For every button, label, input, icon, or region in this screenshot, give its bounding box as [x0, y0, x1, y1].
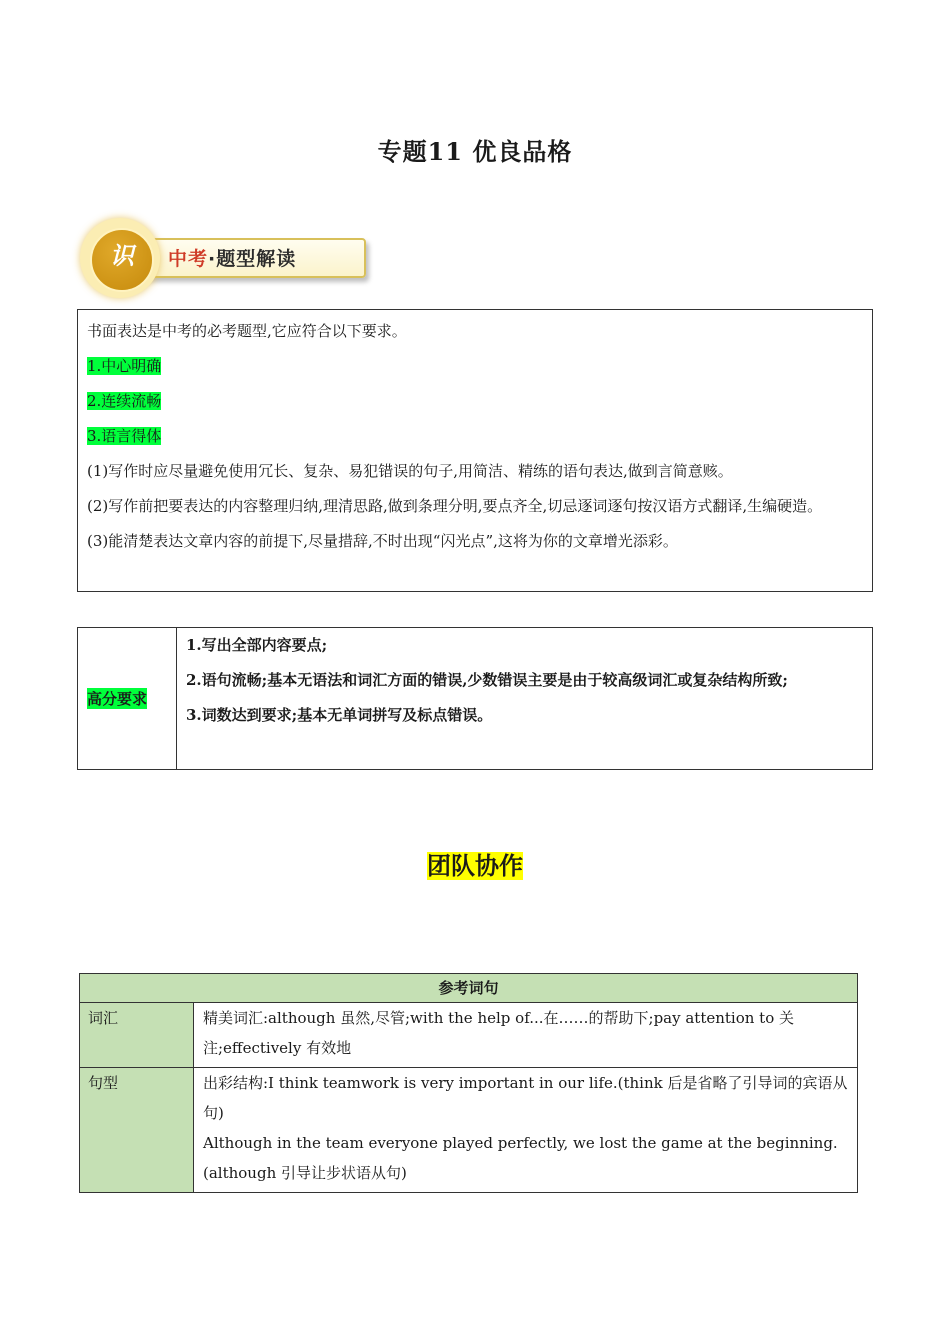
sentence-line-1: 出彩结构:I think teamwork is very important in our life.(think 后是省略了引导词的宾语从句) [203, 1074, 848, 1122]
section-badge [78, 216, 370, 300]
row-content-vocab [194, 1003, 858, 1068]
row-label-vocab: 词汇 [80, 1003, 194, 1068]
row-label-sentence: 句型 [80, 1068, 194, 1193]
badge-banner [130, 238, 366, 278]
vocab-line: 精美词汇:although 虽然,尽管;with the help of...在……的帮助下;pay attention to 关注;effectively 有效地 [203, 1009, 795, 1057]
point-3: (3)能清楚表达文章内容的前提下,尽量措辞,不时出现“闪光点”,这将为你的文章增光添彩。 [87, 532, 678, 550]
sentence-line-2: Although in the team everyone played perfectly, we lost the game at the beginning.(although 引导让步状语从句) [203, 1134, 838, 1182]
badge-char: 识 [110, 242, 134, 270]
requirements-intro: 书面表达是中考的必考题型,它应符合以下要求。 [87, 322, 407, 340]
badge-label [168, 244, 296, 271]
point-1: (1)写作时应尽量避免使用冗长、复杂、易犯错误的句子,用简洁、精练的语句表达,做到言简意赅。 [87, 462, 733, 480]
criterion-3: 3.语言得体 [87, 427, 162, 445]
section-heading-text: 团队协作 [427, 852, 523, 880]
high-score-item-1: 1.写出全部内容要点; [186, 636, 328, 654]
badge-circle-inner [90, 228, 154, 292]
badge-circle-icon [80, 218, 160, 298]
table-header-row [80, 974, 858, 1003]
requirements-box [77, 309, 873, 592]
criterion-2: 2.连续流畅 [87, 392, 162, 410]
badge-label-accent: 中考 [168, 248, 209, 270]
high-score-item-3: 3.词数达到要求;基本无单词拼写及标点错误。 [186, 706, 493, 724]
high-score-label-cell [78, 628, 177, 769]
point-2: (2)写作前把要表达的内容整理归纳,理清思路,做到条理分明,要点齐全,切忌逐词逐句按汉语方式翻译,生编硬造。 [87, 497, 823, 515]
high-score-label: 高分要求 [87, 690, 148, 708]
badge-label-rest: ·题型解读 [208, 248, 297, 270]
row-content-sentence [194, 1068, 858, 1193]
table-row [80, 1068, 858, 1193]
section-heading [0, 846, 950, 881]
table-row [80, 1003, 858, 1068]
table-header: 参考词句 [80, 974, 858, 1003]
page-title: 专题11 优良品格 [377, 137, 573, 166]
high-score-item-2: 2.语句流畅;基本无语法和词汇方面的错误,少数错误主要是由于较高级词汇或复杂结构所致; [186, 671, 788, 689]
high-score-box [77, 627, 873, 770]
criterion-1: 1.中心明确 [87, 357, 162, 375]
high-score-items [177, 628, 872, 769]
reference-table [79, 973, 858, 1193]
